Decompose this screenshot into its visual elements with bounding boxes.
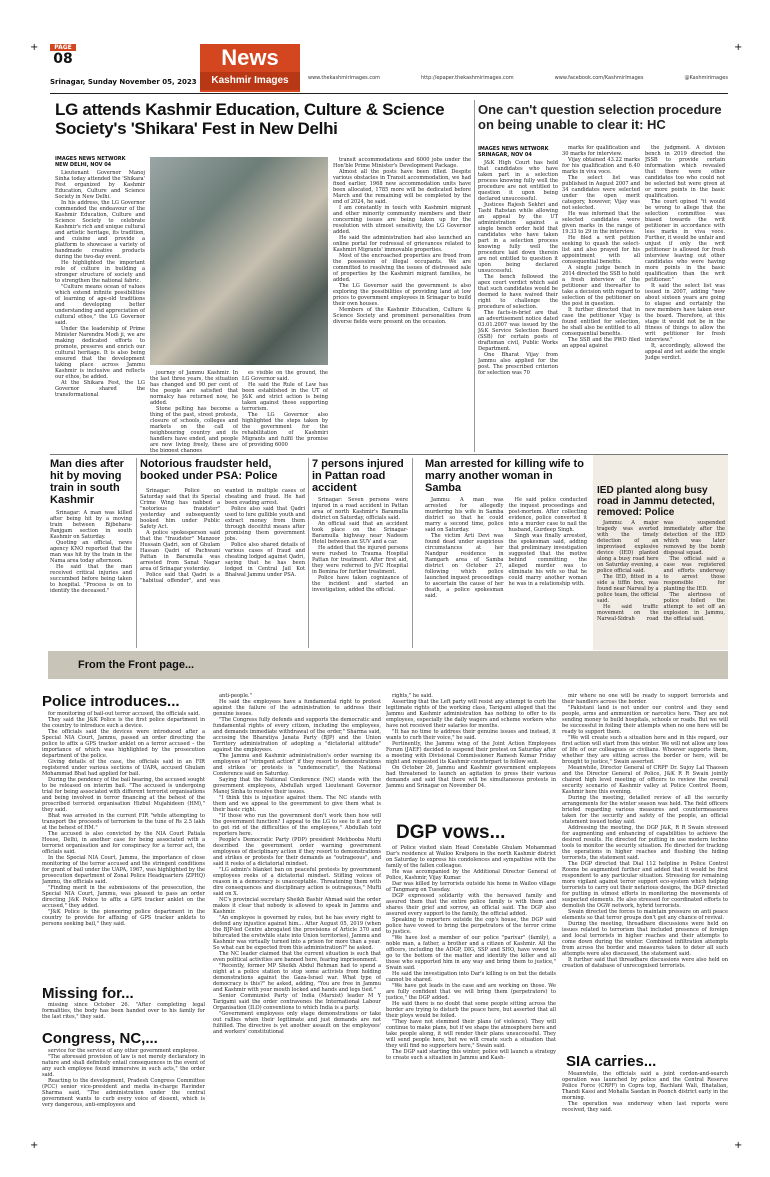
brief-3-headline: 7 persons injured in Pattan road accident [312, 458, 404, 494]
right-byline: IMAGES NEWS NETWORK SRINAGAR, NOV 04 [478, 146, 549, 158]
sia-headline: SIA carries... [566, 1053, 657, 1070]
lead-col-1: Lieutenant Governor Manoj Sinha today attended the 'Shikara' Fest organized by Kashmir Education, Culture and Science Society in New Delhi. In his address, the LG Governor commended the endeavour of the Kashmir Education, Culture and Science Society to celebrate Kashmir's rich and unique cultural and artistic heritage, its tradition, and cuisine and provide a platform to showcase a variety of handmade creative products during the two-day event. He highlighted the important role of culture in building a stronger structure of society and to strengthen the national fabric. "Culture means ocean of values which extend infinite possibilities of learning of age-old traditions and developing better understanding and appreciation of cultural ethos," the LG Governor said. Under the leadership of Prime Minister Narendra Modi ji, we are making dedicated efforts to promote, preserve and enrich our cultural heritage. It is also being ensured that the development taking place across Jammu Kashmir is inclusive and reflects our ethos, he added. At the Shikara Fest, the LG Governor shared the transformational [55, 170, 145, 398]
brief-1-text: Srinagar: A man was killed after being hit by a moving train between Bijbehara-Panjgam section in south Kashmir on Saturday. Quoting an official, news agency KNO reported that the man was hit by the train in the Nama area today afternoon. He said that the man received critical injuries and succumbed before being taken to hospital. "Process is on to identify the deceased." [50, 510, 132, 594]
page-number: 08 [53, 51, 73, 67]
congress-text: service for the service of any other government employee. "The aforesaid provision of law is not merely declaratory in nature and shall definitely entail consequences in the event of any such employee found immersive in such acts," the order said. Reacting to the development, Pradesh Congress Committee (PCC) senior vice-president and media in-charge Ravinder Sharma said, "The administration under the central government wants to curb every voice of dissent, which is very dangerous, anti-employees and [42, 1048, 205, 1108]
link-facebook[interactable]: www.facebook.com/KashmirImages [554, 75, 644, 81]
right-col-1: J&K High Court has held that candidates who have taken part in a selection process knowing fully well the procedure are not entitled to question it upon being declared unsuccessful. Justices Rajesh Sekhri and Tashi Rabstan while allowing an appeal by the UT administration against a single bench order held that candidates who have taken part in a selection process knowing fully well the procedure laid down therein are not entitled to question it upon being declared unsuccessful. The bench followed the apex court verdict which said that such candidates would be deemed to have waived their right to challenge the procedure of selection. The facts-in-brief are that an advertisement notice dated 03.01.2007 was issued by the J&K Service Selection Board (SSB) for certain posts of draftsman civil, Public Works Department. One Bharat Vijay from Jammu also applied for the post. The prescribed criterion for selection was 70 [478, 160, 558, 376]
missing-headline: Missing for... [42, 985, 134, 1002]
right-headline: One can't question selection procedure on being unable to clear it: HC [478, 102, 722, 132]
link-twitter[interactable]: @Kashmirimages [684, 75, 728, 81]
brief-3-text: Srinagar: Seven persons were injured in a road accident in Pattan area of north Kashmir's Baramulla district on Saturday, officials said. An official said that an accident took place on the Srinagar-Baramulla highway near Nadeem Hotel between an SUV and a car. He added that the injured persons were rushed to Trauma Hospital Pattan for treatment. After first aid, they were referred to JVC Hospital in Bemina for further treatment. Police have taken cognizance of the incident and started an investigation, added the official. [312, 497, 408, 593]
right-col-3: the judgment. A division bench in 2019 directed the JSSB to provide certain information which revealed that there were other candidates too who could not be selected but were given at or more points in the basic qualification. The court opined "it would be wrong to allege that the selection committee was biased towards the writ petitioner in accordance with less marks in viva voce. Further, it would be unfair and unjust if only the writ petitioner is allowed for fresh interview leaving out other candidates who were having more points in the basic qualification than the writ petitioner." It said the select list was issued in 2007, adding "now about sixteen years are going to elapse and certainly the new members have taken over the board. Therefore, at this stage it would not be in the fitness of things to allow the writ petitioner for fresh interview." It, accordingly, allowed the appeal and set aside the single Judge verdict. [645, 145, 725, 361]
crop-mark-bottom-right: + [734, 1140, 743, 1151]
link-epaper[interactable]: http://epaper.thekashmirimages.com [421, 75, 514, 81]
dgp-continued: mir where no one will be ready to support terrorists and their handlers across the border. "Pakistani land is not under our control and they send people, arms and ammunition or narcotics here. They are not sending money to build hospitals, schools or roads. But we will be successful in foiling their attempts when no one here will be ready to support them. "We will create such a situation here and in this regard, our first action will start from this winter. We will not allow any loss of life of our colleagues or civilians. Whoever supports them, whether they are sitting across the border or here, will be brought to justice," Swain asserted. Meanwhile, Director General of CRPF Dr. Sujoy Lal Thaosen and the Director General of Police, J&K R R Swain jointly chaired high level meeting of officers to review the overall security scenario of Kashmir valley at Police Control Room, Kashmir here this evening. During the meeting, detailed review of all the security arrangements for the winter season was held. The field officers briefed regarding various measures and countermeasures taken for the security and safety of the people, an official statement issued today said. Addressing the meeting, the DGP J&K, R R Swain stressed for augmenting and enhancing of capabilities to achieve the desired results. He directed for putting in use modern techno tools to monitor the security situation. He directed for tracking the operations in higher reaches and flushing the hiding terrorists, the statement said. The DGP directed that Dial 112 helpline in Police Control Rooms be augmented further and added that it would be first respondent to any particular situation. Stressing for remaining more vigilant against terror support eco-system which helping terrorists to carry out their nefarious designs, the DGP directed for putting in utmost efforts in monitoring the movements of suspected elements. He also stressed for coordinated efforts to demolish the OGW network, hybrid terrorists. Swain directed the forces to maintain pressure on anti peace elements so that terror groups don't get any chance of revival. During the meeting, threadbare discussions were held on issues related to terrorism that included presence of foreign and local terrorists in higher reaches and their attempts to come down during the winter. Combined infiltration attempts from across the border and measures taken to deter all such attempts were also discussed, the statement said. It further said that threadbare discussions were also held on creation of database of unrecognised terrorists. [562, 693, 728, 969]
brief-5-headline: IED planted along busy road in Jammu detected, removed: Police [597, 485, 715, 518]
congress-headline: Congress, NC,... [42, 1030, 158, 1047]
brief-2-text: Srinagar: Police on Saturday said that its Special Crime Wing has nabbed a "notorious fraudster" yesterday and subsequently booked him under Public Safety Act. A police spokesperson said that the "fraudster" Manzoor Hussain Qadri, son of Ghulam Hassan Qadri of Pachwani Pattan in Baramulla was arrested from Sanat Nagar area of Srinagar yesterday. Police said that Qadri is a "habitual offender", and was wanted in multiple cases of cheating and fraud. He had been evading arrest. Police also said that Qadri used to lure gullible youth and extract money from them through deceitful means after promising them government jobs. Police also shared details of various cases of fraud and cheating lodged against Qadri, saying that he has been lodged in Central Jail Kot Bhalwal Jammu under PSA. [140, 488, 305, 584]
right-col-2: marks for qualification and 30 marks for interview. Vijay obtained 43.22 marks for his qualification and 6.40 marks in viva voce. The select list was published in August 2007 and 34 candidates were selected under the open merit category, however, Vijay was not selected. He was informed that the selected candidates were given marks in the range of 19.33 to 29 in the interview. He filed a writ petition seeking to quash the select-list and also prayed for his appointment with all consequential benefits. A single judge bench in 2014 directed the SSB to hold a fresh interview of the petitioner and thereafter to take a decision with regard to selection of the petitioner on the post in question. It further directed that in case the petitioner Vijay is found entitled for selection, he shall also be entitled to all consequential benefits. The SSB and the PWD filed an appeal against [562, 145, 640, 349]
brief-4-headline: Man arrested for killing wife to marry another woman in Samba [425, 458, 584, 494]
section-title: News [221, 45, 279, 70]
lead-col-3: es visible on the ground, the LG Governor said. He said the Rule of Law has been established in the UT of J&K and strict action is being taken against those supporting terrorism. The LG Governor also highlighted the steps taken by the government for the rehabilitation of Kashmiri Migrants and fulfil the promise of providing 6000 [242, 370, 328, 448]
link-website[interactable]: www.thekashmirimages.com [308, 75, 381, 81]
sia-text: Meanwhile, the officials said a joint cordon-and-search operation was launched by police and the Central Reserve Police Force (CRPF) in Copra top, Bachlani Wali, Bhatalian, Thandi Kassi and Mohalla Saedan in Poonch district early in the morning. The operation was underway when last reports were received, they said. [562, 1071, 728, 1113]
page-number-box [50, 44, 76, 68]
missing-text: missing since October 26. "After completing legal formalities, the body has been handed over to his family for the last rites," they said. [42, 1002, 205, 1020]
column-divider [474, 100, 475, 452]
lead-photo [150, 157, 328, 365]
congress-continued: anti-people." He said the employees have a fundamental right to protest against the failure of the administration to address their genuine issues. "The Congress fully defends and supports the democratic and fundamental rights of every citizen, including the employees, and demands immediate withdrawal of the order," Sharma said, accusing the Bharatiya Janata Party (BJP) and the Union Territory administration of adopting a "dictatorial attitude" against the employees. The Jammu and Kashmir administration's order warning its employees of "stringent action" if they resort to demonstrations and strikes or protests is "undemocratic", the National Conference said on Saturday. Saying that the National Conference (NC) stands with the government employees, Abdullah urged Lieutenant Governor Manoj Sinha to resolve their issues. "I think this is injustice against them. The NC stands with them and we appeal to the government to give them what is their basic right. "If those who run the government don't work then how will the government function? I appeal to the LG to see to it and try to get rid of the difficulties of the employees," Abdullah told reporters here. People's Democratic Party (PDP) president Mehbooba Mufti described the government order warning government employees of disciplinary action if they resort to demonstrations and strikes or protests for their demands as "outrageous", and said it reeks of a dictatorial mindset. "LG admin's blanket ban on peaceful protests by government employees reeks of a dictatorial mindset. Stifling voices of reason in a democracy is unacceptable. Threatening them with dire consequences and disciplinary action is outrageous," Mufti said on X. NC's provincial secretary Sheikh Bashir Ahmad said the order makes it clear that nobody is allowed to speak in Jammu and Kashmir. "An employee is governed by rules, but he has every right to defend any injustice against him... After August 05, 2019 (when the BJP-led Centre abrogated the provisions of Article 370 and bifurcated the erstwhile state into Union territories), Jammu and Kashmir was virtually turned into a prison for more than a year. So what can be expected from this administration?" he asked. The NC leader claimed that the current situation is such that even political activities are banned here, fearing imprisonment. "Recently, former MP Sheikh Abdul Rehman had to spend a night at a police station to stop some activists from holding demonstrations against the Gaza-Israel war. What type of democracy is this?" he asked, adding, "You are free in Jammu and Kashmir with your mouth locked and hands and legs tied." Senior Communist Party of India (Marxist) leader M Y Tarigami said the order contravenes the International Labour Organisation (ILO) conventions to which India is a party. "Government employees only stage demonstrations or take out rallies when their legitimate and just demands are not fulfilled. The directive is yet another assault on the employees' and workers' constitutional [213, 693, 381, 1035]
lead-byline: IMAGES NEWS NETWORK NEW DELHI, NOV 04 [55, 156, 126, 168]
masthead-rule [50, 93, 728, 94]
police-headline: Police introduces... [42, 693, 180, 710]
brief-4-text: Jammu: A man was arrested for allegedly murdering his wife in Samba district so that he could marry a second time, police said on Saturday. The victim Arti Devi was found dead under suspicious circumstances at her Nandpur residence in Ramgarh area of Samba district on October 27, following which police launched inquest proceedings to ascertain the cause of her death, a police spokesman said. He said police conducted the inquest proceedings and post-mortem. After collecting evidence, police converted it into a murder case to nail the husband, Gurdeep Singh. Singh was finally arrested, the spokesman said, adding that preliminary investigation suggested that the motive behind committing the alleged murder was to eliminate his wife so that he could marry another woman he was in a relationship with. [425, 497, 587, 599]
congress-continued-2: rights," he said. Asserting that the Left party will resist any attempt to curb the legitimate rights of the working class, Tarigami alleged that the Jammu and Kashmir administration has nothing to offer to its employees, especially the daily wagers and scheme workers who have not received their salaries for months. "It has no time to address their genuine issues and instead, it wants to curb their voice," he said. Pertinently, the Jammu wing of the Joint Action Employees Forum (JAEF) decided to suspend their protest on Saturday after a meeting with Divisional Commissioner Ramesh Kumar Friday night and requested its Kashmir counterpart to follow suit. On October 26, Jammu and Kashmir government employees had threatened to launch an agitation to press their various demands and said that there will be simultaneous protests in Jammu and Srinagar on November 04. [386, 693, 556, 789]
section-flag [200, 44, 300, 92]
masthead-links [308, 75, 728, 81]
crop-mark-top-left: + [30, 42, 39, 53]
police-text: for monitoring of bail-out terror accused, the officials said. They said the J&K Police is the first police department in the country to introduce such a device. The officials said the devices were introduced after a Special NIA Court, Jammu, passed an order directing the police to affix a GPS tracker anklet on a terror accused – the importance of which was highlighted by the prosecution department of the police. Giving details of the case, the officials said in an FIR registered under various sections of UAPA, accused Ghulam Mohammad Bhat had applied for bail. During the pendency of the bail hearing, the accused sought to be released on interim bail. "The accused is undergoing trial for being associated with different terrorist organisations and being involved in terror financing at the behest of the proscribed terrorist organisation Hizbul Mujahideen (HM)," they said. Bhat was arrested in the current FIR "while attempting to transport the proceeds of terrorism to the tune of Rs 2.5 lakh at the behest of HM." The accused is also convicted by the NIA Court Patiala House, Delhi, in another case for being associated with a terrorist organisation and for conspiracy for a terror act, the officials said. In the Special NIA Court, Jammu, the importance of close monitoring of the terror accused and the stringent conditions for grant of bail under the UAPA, 1967, was highlighted by the prosecution department of Zonal Police Headquarters (ZPHQ) Jammu, the officials said. "Finding merit in the submissions of the prosecution, the Special NIA Court, Jammu, was pleased to pass an order directing J&K Police to affix a GPS tracker anklet on the accused," they added. "J&K Police is the pioneering police department in the country to provide for affixing of GPS tracker anklets to persons seeking bail," they said. [42, 711, 205, 927]
lead-col-2: journey of Jammu Kashmir. In the last three years, the situation has changed and 90 per cent of the people are satisfied that normalcy has returned now, he added. Stone pelting has become a thing of the past, street protests, closure of schools, colleges and markets on the call of neighbouring country and its handlers have ended, and people are now living freely, these are the biggest changes [150, 370, 238, 452]
dgp-headline: DGP vows... [396, 822, 506, 843]
brief-divider [308, 458, 309, 648]
dgp-text: of Police visited slain Head Constable Ghulam Mohammad Dar's residence at Wailoo Kralpora in the north Kashmir district on Saturday to express his condolences and sympathise with the family of the fallen colleague. He was accompanied by the Additional Director General of Police, Kashmir, Vijay Kumar. Dar was killed by terrorists outside his home in Wailoo village of Tangmarg on Tuesday. DGP expressed solidarity with the bereaved family and assured them that the entire police family is with them and shares their grief and sorrow, an official said. The DGP also assured every support to the family, the official added. Speaking to reporters outside the cop's house, the DGP said police have vowed to bring the perpetrators of the terror crime to justice. "We have lost a member of our police "parivar" (family), a noble man, a father, a brother and a citizen of Kashmir. All the officers, including the ADGP, DIG, SSP and SHO, have vowed to go to the bottom of the matter and identify the killer and all those who supported him in any way and bring them to justice," Swain said. He said the investigation into Dar's killing is on but the details cannot be shared. "We have got leads in the case and are working on those. We are fully confident that we will bring them (perpetrators) to justice," the DGP added. He said there is no doubt that some people sitting across the border are trying to disturb the peace here, but asserted that all their ploys would be foiled. "They have not stemmed their plans (of violence). They will continue to make plans, but if we shape the atmosphere here and take people along, it will render their plans unsuccessful. They will send people here, but we will create such a situation that they will find no supporters here," Swain said. The DGP said starting this winter, police will launch a strategy to create such a situation in Jammu and Kash- [386, 845, 556, 1061]
brief-2-headline: Notorious fraudster held, booked under PSA: Police [140, 458, 278, 482]
crop-mark-top-right: + [734, 42, 743, 53]
front-page-banner: From the Front page... [48, 651, 728, 679]
lead-col-4: transit accommodations and 6000 jobs under the Hon'ble Prime Minister's Development Package. Almost all the posts have been filled. Despite various obstacles in Transit accommodation, we had fixed earlier, 1968 new accommodation units have been allocated, 1785 more will be dedicated before March and the remaining will be completed by the end of 2024, he said. I am constantly in touch with Kashmiri migrant and other minority community members and their concerning issues are being taken up for the resolution with utmost sensitivity, the LG Governor added. He said the administration had also launched an online portal for redressal of grievances related to Kashmiri Migrants' immovable properties. Most of the encroached properties are freed from the possession of illegal occupants. We are committed to resolving the issues of distressed sale of properties by the Kashmiri migrant families, he added. The LG Governor said the government is also exploring the possibilities of providing land at low prices to government employees in Srinagar to build their own houses. Members of the Kashmir Education, Culture & Science Society and prominent personalities from diverse fields were present on the occasion. [333, 157, 471, 325]
brief-divider [412, 458, 413, 648]
dateline: Srinagar, Sunday November 05, 2023 [50, 78, 197, 86]
brief-divider [136, 458, 137, 648]
crop-mark-bottom-left: + [30, 1140, 39, 1151]
section-subtitle: Kashmir Images [200, 72, 300, 90]
brief-1-headline: Man dies after hit by moving train in south Kashmir [50, 458, 124, 506]
brief-5-text: Jammu: A major tragedy was averted with the timely detection of an improvised explosive device (IED) planted along a busy road here on Saturday evening, a police official said. The IED, fitted in a side a tiffin box, was found near Narwal by a police team, the official said. He said traffic movement on the Narwal-Sidrah road was suspended immediately after the detection of the IED which was later removed by the bomb disposal squad. The official said a case was registered and efforts underway to arrest those responsible for planting the IED. The alertness of police foiled the attempt to set off an explosion in Jammu, the official said. [597, 520, 725, 622]
page-label: PAGE [50, 44, 76, 51]
lead-headline: LG attends Kashmir Education, Culture & Science Society's 'Shikara' Fest in New Delhi [55, 100, 445, 138]
